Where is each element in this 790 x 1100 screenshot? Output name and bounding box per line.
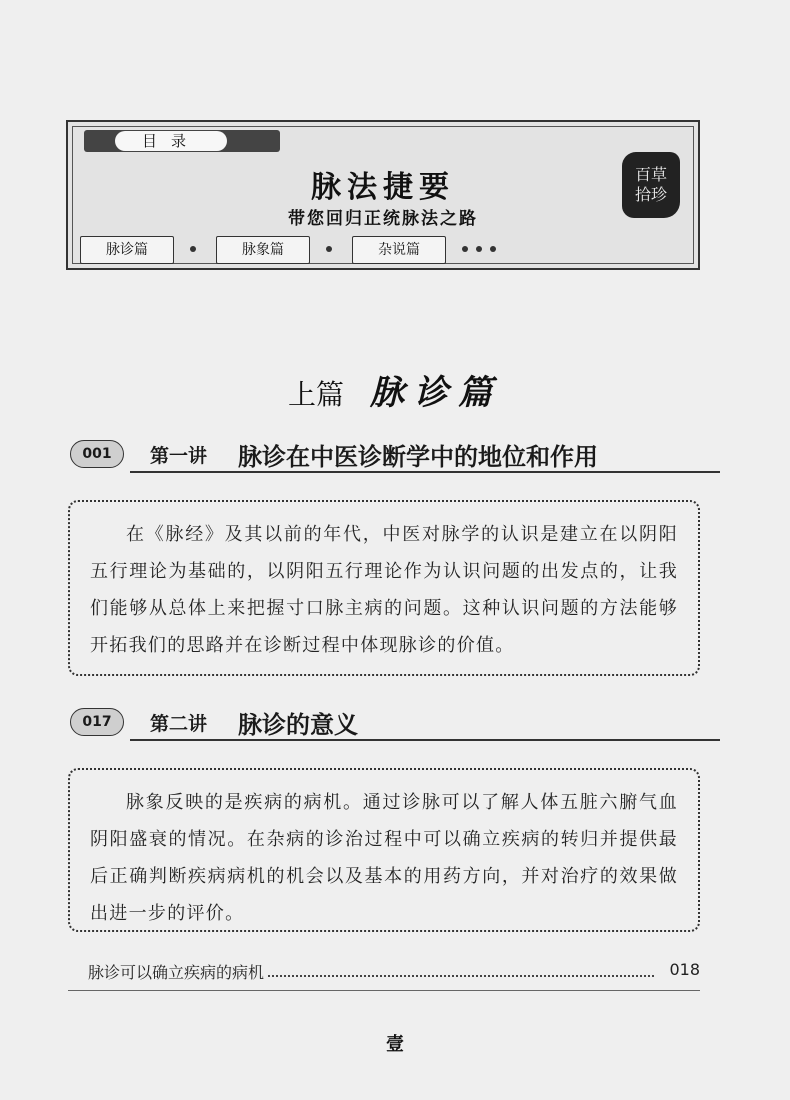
divider [130,471,720,473]
header-banner [66,120,700,270]
part-heading [0,365,790,414]
lecture-row[interactable] [70,437,710,471]
tab-miscellaneous[interactable]: 杂说篇 [352,236,446,264]
part-name: 脉诊篇 [370,373,502,413]
toc-entry[interactable] [88,960,700,986]
tab-pulse-images[interactable]: 脉象篇 [216,236,310,264]
ellipsis-dot-icon [476,246,482,252]
lecture-title: 脉诊的意义 [238,710,358,739]
divider [68,990,700,991]
part-prefix: 上篇 [287,378,344,411]
divider [130,739,720,741]
book-subtitle: 带您回归正统脉法之路 [288,209,478,229]
ellipsis-dot-icon [490,246,496,252]
toc-tab [84,130,280,152]
lecture-number: 第二讲 [150,713,208,735]
toc-entry-title: 脉诊可以确立疾病的病机 [88,960,268,983]
lecture-row[interactable] [70,705,710,739]
separator-dot-icon [326,246,332,252]
category-tab-bar [70,236,696,264]
lecture-summary-box [68,500,700,676]
tab-pulse-diagnosis[interactable]: 脉诊篇 [80,236,174,264]
page-folio: 壹 [386,1034,404,1055]
seal-logo: 百草拾珍 [622,152,680,218]
toc-entry-page: 018 [665,960,700,979]
lecture-title: 脉诊在中医诊断学中的地位和作用 [238,442,598,471]
separator-dot-icon [190,246,196,252]
ellipsis-dot-icon [462,246,468,252]
book-title: 脉法捷要 [311,170,455,205]
toc-label: 目录 [115,131,227,151]
page-badge: 017 [70,708,124,736]
lecture-number: 第一讲 [150,445,208,467]
lecture-summary-box [68,768,700,932]
lecture-summary: 脉象反映的是疾病的病机。通过诊脉可以了解人体五脏六腑气血阴阳盛衰的情况。在杂病的诊治过程中可以确立疾病的转归并提供最后正确判断疾病病机的机会以及基本的用药方向，并对治疗的效果做出进一步的评价。 [90,792,678,924]
page-badge: 001 [70,440,124,468]
lecture-summary: 在《脉经》及其以前的年代，中医对脉学的认识是建立在以阴阳五行理论为基础的，以阴阳五行理论作为认识问题的出发点的，让我们能够从总体上来把握寸口脉主病的问题。这种认识问题的方法能够开拓我们的思路并在诊断过程中体现脉诊的价值。 [90,524,678,656]
